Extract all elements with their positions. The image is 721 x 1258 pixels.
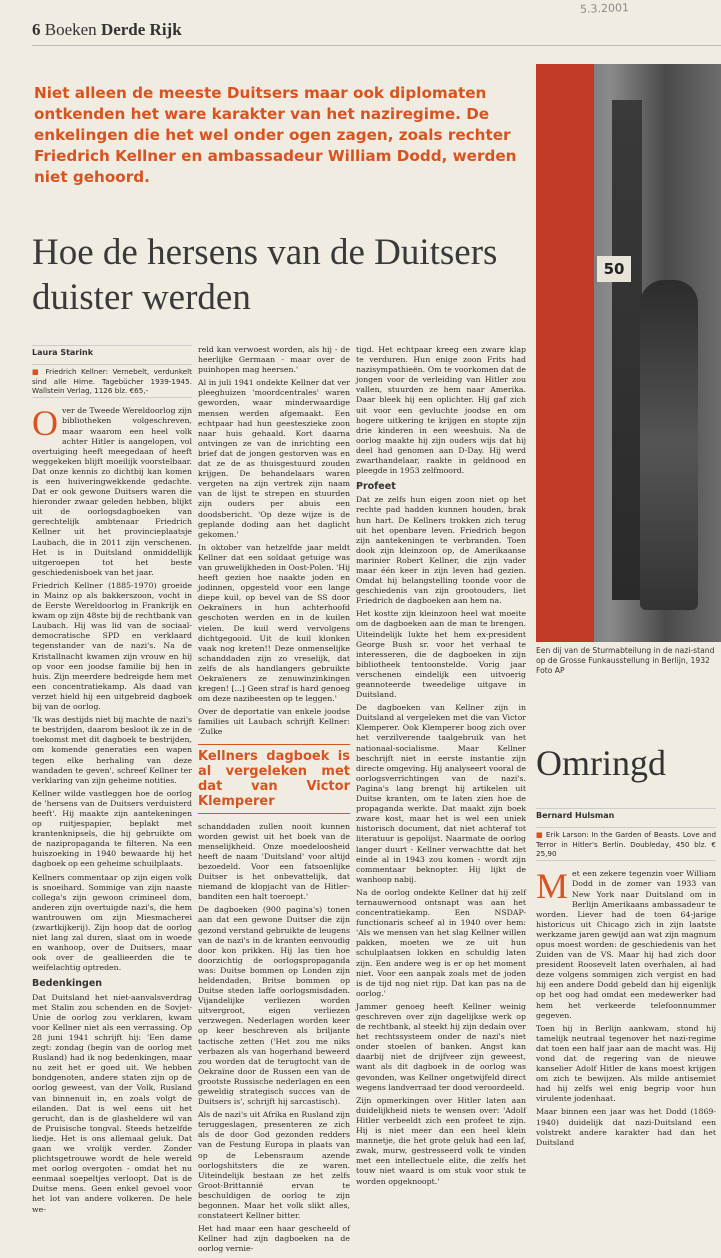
photo-figure [640,280,698,610]
paragraph: Jammer genoeg heeft Kellner weinig geschreven over zijn dagelijkse werk op de rechtbank, al steekt hij zijn dedain over het rechtssysteem onder de nazi's niet onder stoelen of banken. Angst kan daarbij niet de drijfveer zijn geweest, want als dit dagboek in de oorlog was gevonden, was Kellner ongetwijfeld direct wegens landverraad ter dood veroordeeld. [356,1001,526,1092]
paragraph: 'Ik was destijds niet bij machte de nazi's te bestrijden, daarom besloot ik ze in de toekomst met dit dagboek te bestrijden, om komende generaties een wapen tegen elke herhaling van deze wandaden te geven', schreef Kellner ter verklaring van zijn geheime notities. [32,715,192,785]
paragraph: Friedrich Kellner (1885-1970) groeide in Mainz op als bakkerszoon, vocht in de Eerste Wereldoorlog in Frankrijk en kwam op zijn 48ste bij de rechtbank van Laubach. Hij was lid van de sociaal-democratische SPD en verklaard tegenstander van de nazi's. Na de Kristallnacht kwamen zijn vrouw en hij op voor een joodse familie bij hen in huis. Zijn meerdere bedreigde hem met een concentratiekamp. Als daad van verzet hield hij een uitgebreid dagboek bij van de oorlog. [32,580,193,712]
second-book-info: ■ Erik Larson: In the Garden of Beasts. Love and Terror in Hitler's Berlin. Doubleday, 450 blz. € 25,90 [536,827,716,861]
photo-flag [612,100,642,600]
intro-lead: Niet alleen de meeste Duitsers maar ook diplomaten ontkenden het ware karakter van het naziregime. De enkelingen die het wel onder ogen zagen, zoals rechter Friedrich Kellner en ambassadeur William Dodd, werden niet gehoord. [34,84,517,186]
photo-sign: 50 [597,256,631,282]
paragraph: Kellner wilde vastleggen hoe de oorlog de 'hersens van de Duitsers verduisterd heeft'. Hij maakte zijn aantekeningen op ruitjespapier, beplakt met krantenknipsels, die hij gebruikte om de nazipropaganda te filteren. Na een huiszoeking in 1940 bewaarde hij het dagboek op een geheime schuilplaats. [32,788,192,869]
headline: Hoe de hersens van de Duitsers duister werden [32,232,498,318]
paragraph: Kellners commentaar op zijn eigen volk is snoeihard. Sommige van zijn naaste collega's zijn gewoon crimineel dom, anderen zijn overtuigde nazi's, die hem wantrouwen om zijn Miesmacherei (zwartkijkerij). Zijn hoop dat de oorlog niet lang zal duren, slaat om in woede en wanhoop, over de Duitsers, maar ook over de geallieerden die te weifelachtig optreden. [32,872,192,973]
dropcap: O [32,403,58,444]
paragraph: schanddaden zullen nooit kunnen worden gewist uit het boek van de menselijkheid. Onze moedeloosheid heeft de naam 'Duitsland' voor altijd bezoedeld. Voor een fatsoenlijke Duitser is het onbevattelijk, dat niemand de klopjacht van de Hitler-banditen een halt toeroept.' [198,821,350,902]
paragraph: ver de Tweede Wereldoorlog zijn bibliotheken volgeschreven, maar waarom een heel volk achter Hitler is aangelopen, vol overtuiging heeft meegedaan of heeft weggekeken blijft moeilijk voorstelbaar. Dat onze kennis zo dichtbij kan komen is een huiveringwekkende gedachte. Dat er ook gewone Duitsers waren die hieronder zwaar geleden hebben, blijkt uit de oorlogsdagboeken van gerechtelijk ambtenaar Friedrich Kellner uit het provincieplaatsje Laubach, die in 2011 zijn verschenen. Het is in Duitsland onmiddellijk uitgeroepen tot het beste geschiedenisboek van het jaar. [32,406,192,577]
paragraph: Maar binnen een jaar was het Dodd (1869-1940) duidelijk dat nazi-Duitsland een volstrekt andere karakter had dan het Duitsland [536,1107,716,1147]
subhead: Bedenkingen [32,978,103,990]
paragraph: Over de deportatie van enkele joodse families uit Laubach schrijft Kellner: 'Zulke [198,707,350,737]
second-book-info-text: Erik Larson: In the Garden of Beasts. Love and Terror in Hitler's Berlin. Doubleday, 450 blz. € 25,90 [536,830,717,858]
column-2 [198,345,350,1258]
column-3 [356,345,526,1190]
paragraph: De dagboeken van Kellner zijn in Duitsland al vergeleken met die van Victor Klemperer. Ook Klemperer boog zich over het verzilverende taalgebruik van het nationaal-socialisme. Maar Kellner beschrijft niet in eerste instantie zijn directe omgeving. Hij analyseert vooral de oorlogsverrichtingen van de nazi's. Pagina's lang brengt hij artikelen uit Duitse kranten, om te laten zien hoe de propaganda werkte. Dat maakt zijn boek zware kost, maar het is wel een uniek historisch document, dat niet achteraf tot literatuur is gepolijst. Naarmate de oorlog langer duurt - Kellner verwachtte dat het einde al in 1943 zou komen - wordt zijn commentaar beknopter. Hij lijkt de wanhoop nabij. [356,703,526,884]
book-info-text: Friedrich Kellner: Vernebelt, verdunkelt sind alle Hirne. Tagebücher 1939-1945. Wallstein Verlag, 1126 blz. €65,- [32,367,193,395]
paragraph: De dagboeken (900 pagina's) tonen aan dat een gewone Duitser die zijn gezond verstand gebruikte de leugens van de nazi's in de kranten eenvoudig door kon prikken. Hij las tien hoe doorzichtig de oorlogspropaganda was: Duitse bommen op Londen zijn heldendaden, Britse bommen op Duitse steden laffe oorlogsmisdaden. Vijandelijke verliezen worden uitvergroot, eigen verliezen verzwegen. Nederlagen worden keer op keer beschreven als briljante tactische zetten ('Het zou me niks verbazen als van hogerhand beweerd zou worden dat de terugtocht van de Oekraïne door de Russen een van de grootste Russische nederlagen en een geweldig strategisch succes van de Duitsers is', schrijft hij sarcastisch). [198,905,350,1107]
page-number: 6 [32,20,41,39]
photo-red-bar [536,64,594,642]
paragraph: Na de oorlog ondekte Kellner dat hij zelf ternauwernood ontsnapt was aan het concentratiekamp. Een NSDAP-functionaris scheef al in 1940 over hem: 'Als we mensen van het slag Kellner willen pakken, moeten we ze uit hun schulplaatsen lokken en schuldig laten zijn. Een andere weg is er op het moment niet. Voor een aanpak zoals met de joden is de tijd nog niet rijp. Dat kan pas na de oorlog.' [356,887,526,998]
paragraph: et een zekere tegenzin voer William Dodd in de zomer van 1933 van New York naar Duitsland om in Berlijn Amerikaans ambassadeur te worden. Liever had de toen 64-jarige historicus uit Chicago zich in zijn laatste werkzame jaren gewijd aan wat zijn magnum opus moest worden: de geschiedenis van het Zuiden van de VS. Maar hij had zich door president Roosevelt laten overhalen, al had deze volgens sommigen zich vergist en had hij een andere Dodd gebeld dan hij eigenlijk op het oog had omdat een medewerker had hem het verkeerde telefoonnummer gegeven. [536,869,716,1020]
second-article-column [536,808,716,1151]
paragraph: reld kan verwoest worden, als hij - de heerlijke Germaan - maar over de puinhopen mag heersen.' [198,345,350,375]
handwritten-date: 5.3.2001 [579,1,630,16]
paragraph: Toen hij in Berlijn aankwam, stond hij tamelijk neutraal tegenover het nazi-regime dat toen een half jaar aan de macht was. Hij vond dat de regering van de nieuwe kanselier Adolf Hitler de kans moest krijgen om zich te bewijzen. Als milde antisemiet had hij zelfs wel enig begrip voor hun virulente jodenhaat. [536,1023,716,1104]
paragraph: Al in juli 1941 ondekte Kellner dat ver pleeghuizen 'moordcentrales' waren geworden, waar minderwaardige mensen werden afgemaakt. Een echtpaar had hun geesteszieke zoon naar huis gehaald. Kort daarna ontvingen ze van de inrichting een brief dat de jongen gestorven was en dat ze de as thuisgestuurd zouden krijgen. De behandelaars waren vergeten na zijn vertrek zijn naam van de lijst te strepen en stuurden zijn ouders per abuis een doodsbericht. 'Op deze wijze is de geplande doding aan het daglicht gekomen.' [198,378,350,539]
paragraph: Dat ze zelfs hun eigen zoon niet op het rechte pad hadden kunnen houden, brak hun hart. De Kellners trokken zich terug uit het openbare leven. Friedrich begon zijn aantekeningen te verbranden. Toen dook zijn kleinzoon op, de Amerikaanse marinier Robert Kellner, die zijn vader maar één keer in zijn leven had gezien. Omdat hij belangstelling toonde voor de geschiedenis van zijn grootouders, liet Friedrich de dagboeken aan hem na. [356,495,526,606]
second-byline: Bernard Hulsman [536,808,716,821]
paragraph: Dat Duitsland het niet-aanvalsverdrag met Stalin zou schenden en de Sovjet-Unie de oorlog zou verklaren, kwam voor Kellner niet als een verrassing. Op 28 juni 1941 schrijft hij: 'Een dame zegt: zondag (begin van de oorlog met Rusland) had ik nog bedenkingen, maar nu zeit het er goed uit. We hebben bondgenoten, andere staten zijn op de oorlog geweest, van der Volk, Rusland van binnenuit in, en zoals volgt de eilanden. Dat is wel eens uit het gerucht, dan is de glasheldere wil van de Pruisische tongval. Steeds hetzelfde liedje. Het is ons allemaal geluk. Dat gaan we vrolijk verder. Zonder plichtsgetrouwe wordt de hele wereld met oorlog overgoten - omdat het nu eenmaal soepeltjes verloopt. Dat is de Duitse mens. Geen enkel gevoel voor het lot van andere volkeren. De hele we- [32,992,192,1214]
paragraph: Als de nazi's uit Afrika en Rusland zijn teruggeslagen, presenteren ze zich als de door God gezonden redders van de Festung Europa in plaats van op de Lebensraum azende oorlogshitsters die ze waren. Uiteindelijk bestaan ze het zelfs Groot-Brittannië ervan te beschuldigen de oorlog te zijn begonnen. Maar het volk slikt alles, constateert Kellner bitter. [198,1110,350,1221]
header-rule [32,45,721,46]
paragraph: tigd. Het echtpaar kreeg een zware klap te verduren. Hun enige zoon Frits had nazisympathieën. Om te voorkomen dat de jongen voor de verleiding van Hitler zou vallen, stuurden ze hem naar Amerika. Daar bleek hij een oplichter. Hij gaf zich uit voor een gevluchte joodse en om hogere uitkering te krijgen en stopte zijn drie kinderen in een weeshuis. Na de oorlog maakte hij zijn ouders wijs dat hij deel had genomen aan D-Day. Hij werd zwarthandelaar, raakte in geldnood en pleegde in 1953 zelfmoord. [356,345,526,476]
paragraph: Het had maar een haar gescheeld of Kellner had zijn dagboeken na de oorlog vernie- [198,1224,350,1254]
paragraph: Zijn opmerkingen over Hitler laten aan duidelijkheid niets te wensen over: 'Adolf Hitler verbeeldt zich een profeet te zijn. Hij is niet meer dan een heel klein mannetje, die het grote geluk had een laf, zwak, murw, gestresseerd volk te vinden met een intellectuele elite, die zelfs het touw niet waard is om stuk voor stuk te worden opgeknoopt.' [356,1095,526,1186]
section-name: Boeken [44,20,97,39]
second-dropcap: M [536,866,569,907]
subhead: Profeet [356,481,396,493]
book-info: ■ Friedrich Kellner: Vernebelt, verdunkelt sind alle Hirne. Tagebücher 1939-1945. Wallstein Verlag, 1126 blz. €65,- [32,364,192,398]
page-header [32,20,182,40]
paragraph: Het kostte zijn kleinzoon heel wat moeite om de dagboeken aan de man te brengen. Uiteindelijk lukte het hem ex-president George Bush sr. voor het verhaal te interesseren, die de dagboeken in zijn bibliotheek tentoonstelde. Vorig jaar verschenen eindelijk een uitvoerig geannoteerde tweedelige uitgave in Duitsland. [356,609,526,700]
photo-caption: Een dij van de Sturmabteilung in de nazi-stand op de Grosse Funkausstellung in Berlijn, 1932 Foto AP [536,646,715,675]
second-article-title: Omringd [536,743,666,783]
paragraph: In oktober van hetzelfde jaar meldt Kellner dat een soldaat getuige was van gruwelijkheden in Oost-Polen. 'Hij heeft gezien hoe naakte joden en jodinnen, opgesteld voor een lange diepe kuil, op bevel van de SS door Oekraïners in hun achterhoofd geschoten werden en in de kuilen vielen. De kuil werd vervolgens dichtgegooid. Uit de kuil klonken vaak nog kreten!! Deze onmenselijke schanddaden zijn zo vreselijk, dat zelfs de als handlangers gebruikte Oekraïeners ze zenuwinzinkingen kregen! [...] Geen straf is hard genoeg om deze nazibeesten op te leggen.' [198,542,350,704]
subsection-name: Derde Rijk [100,20,182,39]
byline: Laura Starink [32,345,192,358]
column-1 [32,345,192,1218]
pull-quote: Kellners dagboek is al vergeleken met dat van Victor Klemperer [198,744,350,814]
